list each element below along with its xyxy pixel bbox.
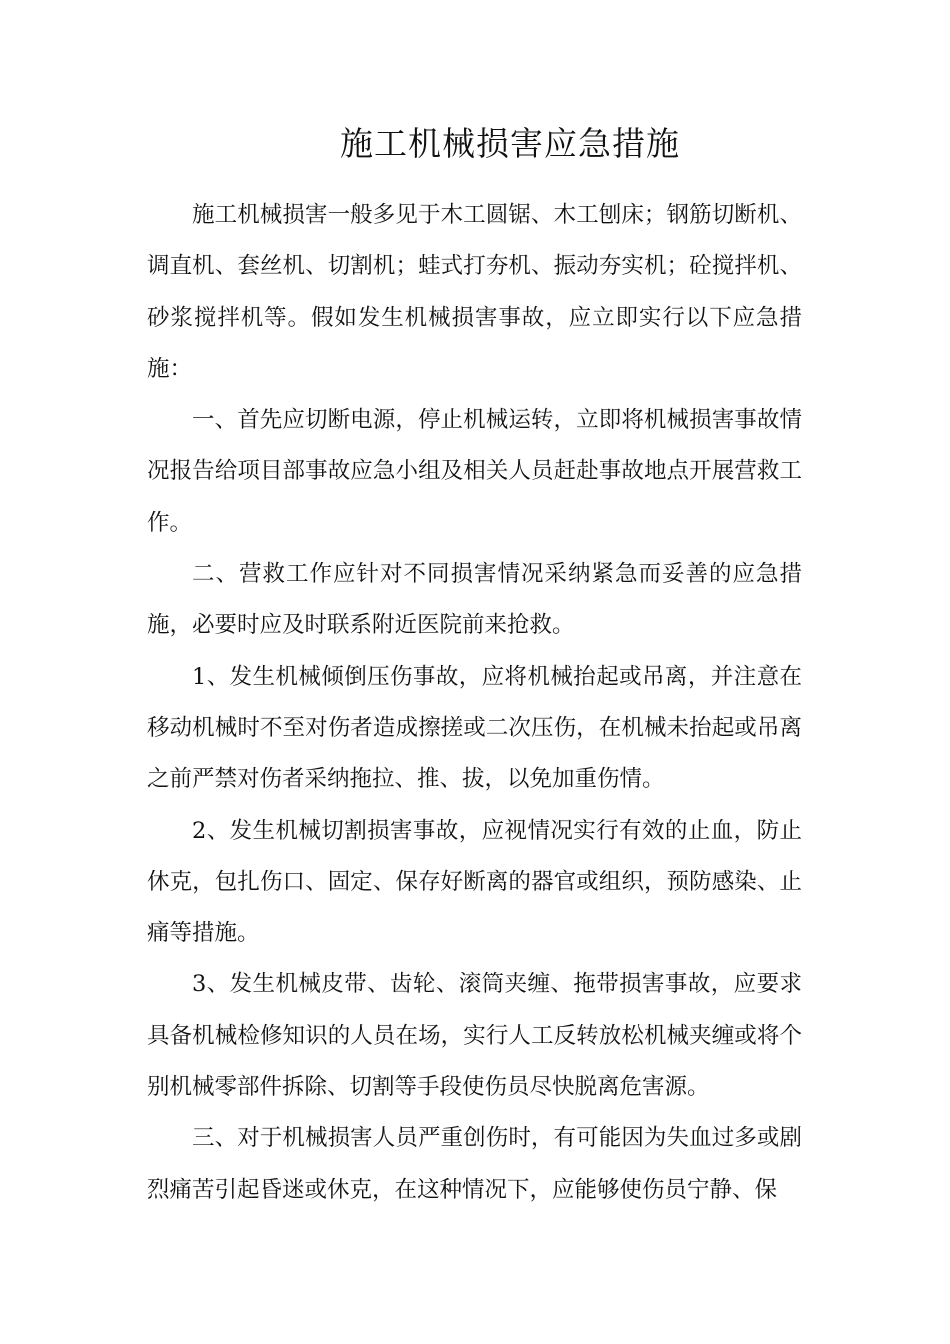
paragraph-step-1: 一、首先应切断电源，停止机械运转，立即将机械损害事故情况报告给项目部事故应急小组及相关人员赶赴事故地点开展营救工作。 xyxy=(147,407,802,536)
paragraph-substep-1: 1、发生机械倾倒压伤事故，应将机械抬起或吊离，并注意在移动机械时不至对伤者造成擦搓或二次压伤，在机械未抬起或吊离之前严禁对伤者采纳拖拉、推、拔，以免加重伤情。 xyxy=(147,663,802,793)
paragraph-step-3: 三、对于机械损害人员严重创伤时，有可能因为失血过多或剧烈痛苦引起昏迷或休克，在这种情况下，应能够使伤员宁静、保 xyxy=(147,1125,802,1203)
paragraph-step-2: 二、营救工作应针对不同损害情况采纳紧急而妥善的应急措施，必要时应及时联系附近医院前来抢救。 xyxy=(147,561,802,639)
document-title: 施工机械损害应急措施 xyxy=(340,124,680,163)
paragraph-substep-2: 2、发生机械切割损害事故，应视情况实行有效的止血，防止休克，包扎伤口、固定、保存好断离的器官或组织，预防感染、止痛等措施。 xyxy=(147,817,802,947)
paragraph-substep-3: 3、发生机械皮带、齿轮、滚筒夹缠、拖带损害事故，应要求具备机械检修知识的人员在场，实行人工反转放松机械夹缠或将个别机械零部件拆除、切割等手段使伤员尽快脱离危害源。 xyxy=(147,971,802,1101)
document-body xyxy=(147,190,802,1216)
paragraph-intro: 施工机械损害一般多见于木工圆锯、木工刨床；钢筋切断机、调直机、套丝机、切割机；蛙式打夯机、振动夯实机；砼搅拌机、砂浆搅拌机等。假如发生机械损害事故，应立即实行以下应急措施： xyxy=(147,202,802,382)
